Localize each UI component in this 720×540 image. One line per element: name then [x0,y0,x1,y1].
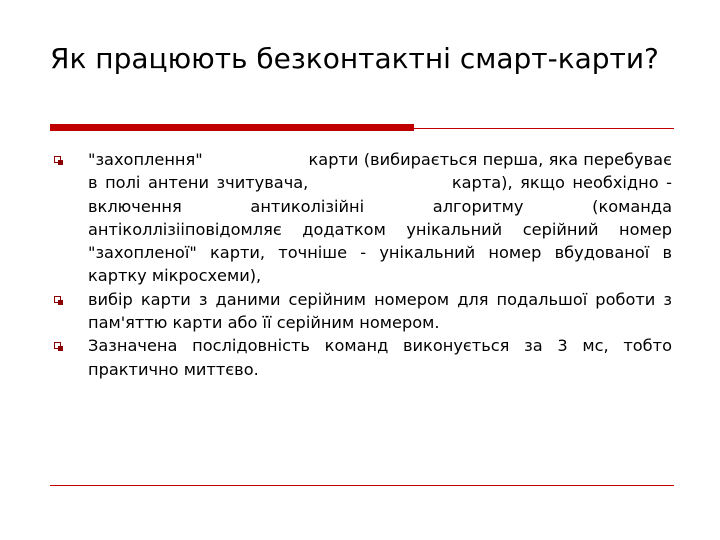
bullet-text: "захоплення" карти (вибирається перша, яка перебуває в полі антени зчитувача, карта), якщо необхідно - включення антиколізійні алгоритму (команда антіколлізііповідомляє додатком унікальний серійний номер "захопленої" карти, точніше - унікальний номер вбудованої в картку мікросхеми), [88,150,678,286]
title-divider [50,124,674,133]
bullet-item-capture [50,148,678,288]
bullet-item-select [50,288,672,335]
bottom-divider [50,485,674,486]
bullet-list [50,148,678,381]
square-bullet-icon [54,296,61,303]
slide-title: Як працюють безконтактні смарт-карти? [50,42,659,75]
square-bullet-icon [54,156,61,163]
title-divider-thick-bar [50,124,414,131]
bullet-text: Зазначена послідовність команд виконується за 3 мс, тобто практично миттєво. [88,336,672,379]
square-bullet-icon [54,342,61,349]
bullet-text: вибір карти з даними серійним номером для подальшої роботи з пам'яттю карти або її серійним номером. [88,289,672,333]
bullet-item-timing [50,334,672,381]
